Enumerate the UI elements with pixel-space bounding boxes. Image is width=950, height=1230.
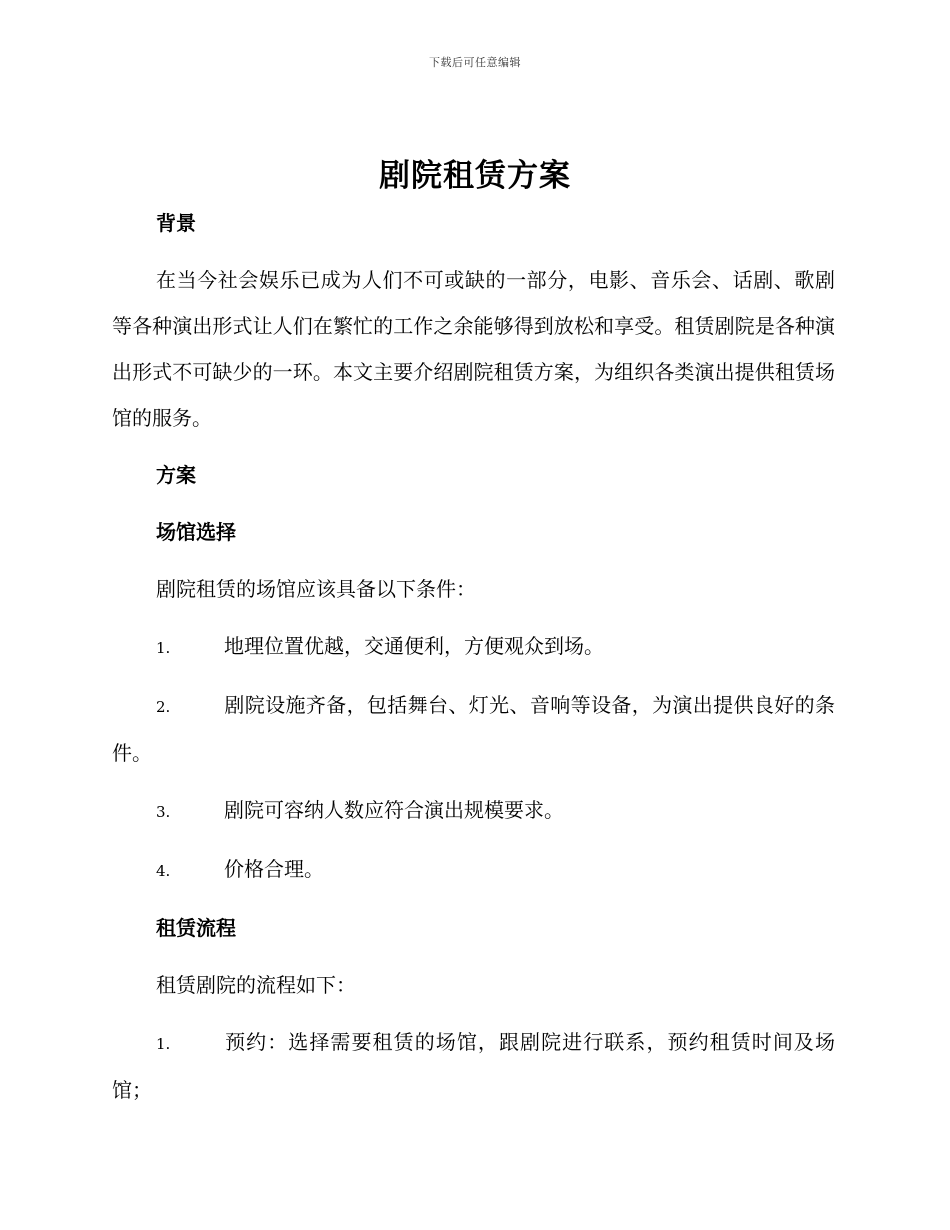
section-heading-process: 租赁流程 (156, 916, 236, 940)
list-number: 1. (156, 639, 171, 657)
list-item-text: 价格合理。 (224, 857, 324, 881)
section-heading-plan: 方案 (156, 463, 196, 487)
document-body (112, 200, 835, 1124)
background-paragraph: 在当今社会娱乐已成为人们不可或缺的一部分，电影、音乐会、话剧、歌剧等各种演出形式让人们在繁忙的工作之余能够得到放松和享受。租赁剧院是各种演出形式不可缺少的一环。本文主要介绍剧院租赁方案，为组织各类演出提供租赁场馆的服务。 (112, 268, 835, 430)
list-number: 4. (156, 862, 171, 880)
list-number: 3. (156, 803, 171, 821)
list-item (112, 787, 835, 835)
list-number: 1. (156, 1035, 171, 1053)
section-heading-venue: 场馆选择 (156, 520, 236, 544)
document-title: 剧院租赁方案 (379, 158, 571, 194)
venue-intro-paragraph: 剧院租赁的场馆应该具备以下条件： (156, 577, 476, 601)
list-item-text: 地理位置优越，交通便利，方便观众到场。 (224, 634, 604, 658)
list-item-text: 剧院可容纳人数应符合演出规模要求。 (224, 798, 564, 822)
list-number: 2. (156, 698, 171, 716)
list-item (112, 1019, 835, 1113)
list-item (112, 623, 835, 671)
header-note: 下载后可任意编辑 (429, 56, 521, 69)
process-intro-paragraph: 租赁剧院的流程如下： (156, 973, 356, 997)
list-item-text: 预约：选择需要租赁的场馆，跟剧院进行联系，预约租赁时间及场馆； (112, 1030, 835, 1102)
section-heading-background: 背景 (156, 211, 196, 235)
list-item (112, 846, 835, 894)
list-item-text: 剧院设施齐备，包括舞台、灯光、音响等设备，为演出提供良好的条件。 (112, 693, 835, 765)
list-item (112, 682, 835, 776)
